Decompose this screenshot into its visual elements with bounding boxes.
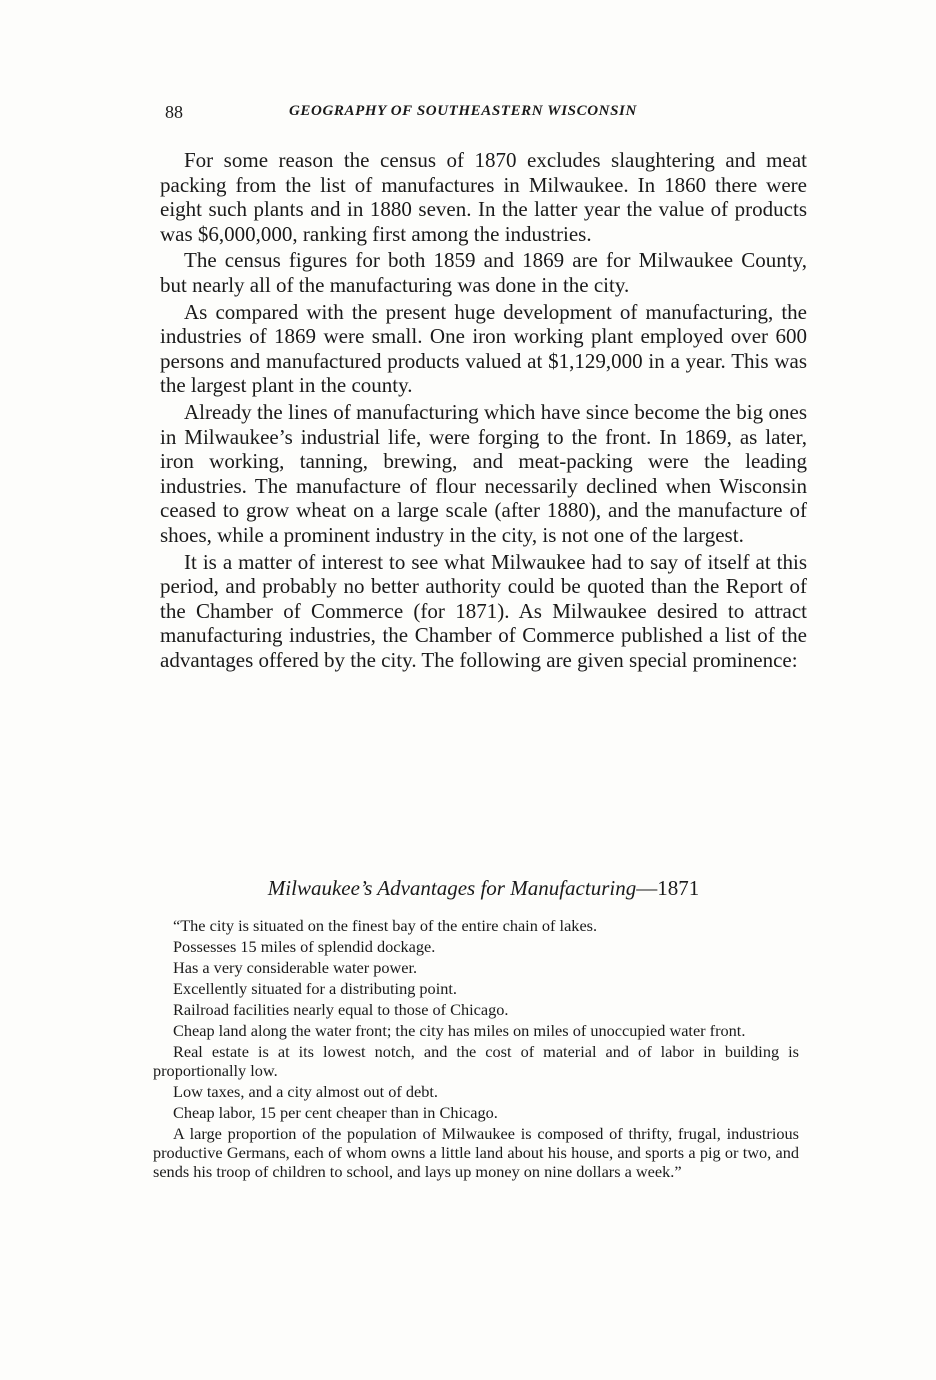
paragraph: Already the lines of manufacturing which have since become the big ones in Milwaukee’s industrial life, were forging to the front. In 1869, as later, iron working, tanning, brewing, and meat-packing were the leading industries. The manufacture of flour necessarily declined when Wisconsin ceased to grow wheat on a large scale (after 1880), and the manufacture of shoes, while a prominent industry in the city, is not one of the largest. bbox=[160, 399, 807, 547]
quote-line: “The city is situated on the finest bay of the entire chain of lakes. bbox=[173, 916, 598, 935]
section-heading-title: Milwaukee’s Advantages for Manufacturing bbox=[267, 876, 637, 900]
page-number: 88 bbox=[165, 102, 183, 122]
quote-line: Possesses 15 miles of splendid dockage. bbox=[173, 937, 436, 956]
block-quote bbox=[153, 916, 799, 1183]
quote-line: Cheap labor, 15 per cent cheaper than in Chicago. bbox=[173, 1103, 498, 1122]
paragraph: It is a matter of interest to see what Milwaukee had to say of itself at this period, and probably no better authority could be quoted than the Report of the Chamber of Commerce (for 1871). As Milwaukee desired to attract manufacturing industries, the Chamber of Commerce published a list of the advantages offered by the city. The following are given special prominence: bbox=[160, 549, 807, 672]
paragraph: For some reason the census of 1870 excludes slaughtering and meat packing from the list of manufactures in Milwaukee. In 1860 there were eight such plants and in 1880 seven. In the latter year the value of products was $6,000,000, ranking first among the industries. bbox=[160, 148, 807, 246]
quote-line: Real estate is at its lowest notch, and the cost of material and of labor in building is proportionally low. bbox=[153, 1042, 799, 1080]
section-heading bbox=[160, 876, 807, 901]
quote-line: Excellently situated for a distributing point. bbox=[173, 979, 457, 998]
running-head bbox=[165, 102, 805, 126]
quote-line: A large proportion of the population of Milwaukee is composed of thrifty, frugal, industrious productive Germans, each of whom owns a little land about his house, and sports a pig or two, and sends his troop of children to school, and lays up money on nine dollars a week.” bbox=[153, 1124, 799, 1181]
paragraph: The census figures for both 1859 and 1869 are for Milwaukee County, but nearly all of the manufacturing was done in the city. bbox=[160, 248, 807, 297]
running-title: GEOGRAPHY OF SOUTHEASTERN WISCONSIN bbox=[289, 103, 637, 119]
quote-line: Low taxes, and a city almost out of debt. bbox=[173, 1082, 438, 1101]
paragraph: As compared with the present huge development of manufacturing, the industries of 1869 were small. One iron working plant employed over 600 persons and manufactured products valued at $1,129,000 in a year. This was the largest plant in the county. bbox=[160, 299, 807, 398]
section-heading-year: —1871 bbox=[636, 876, 700, 900]
quote-line: Has a very considerable water power. bbox=[173, 958, 418, 977]
quote-line: Cheap land along the water front; the city has miles on miles of unoccupied water front. bbox=[173, 1021, 746, 1040]
body-text bbox=[160, 148, 807, 674]
quote-line: Railroad facilities nearly equal to those of Chicago. bbox=[173, 1000, 509, 1019]
